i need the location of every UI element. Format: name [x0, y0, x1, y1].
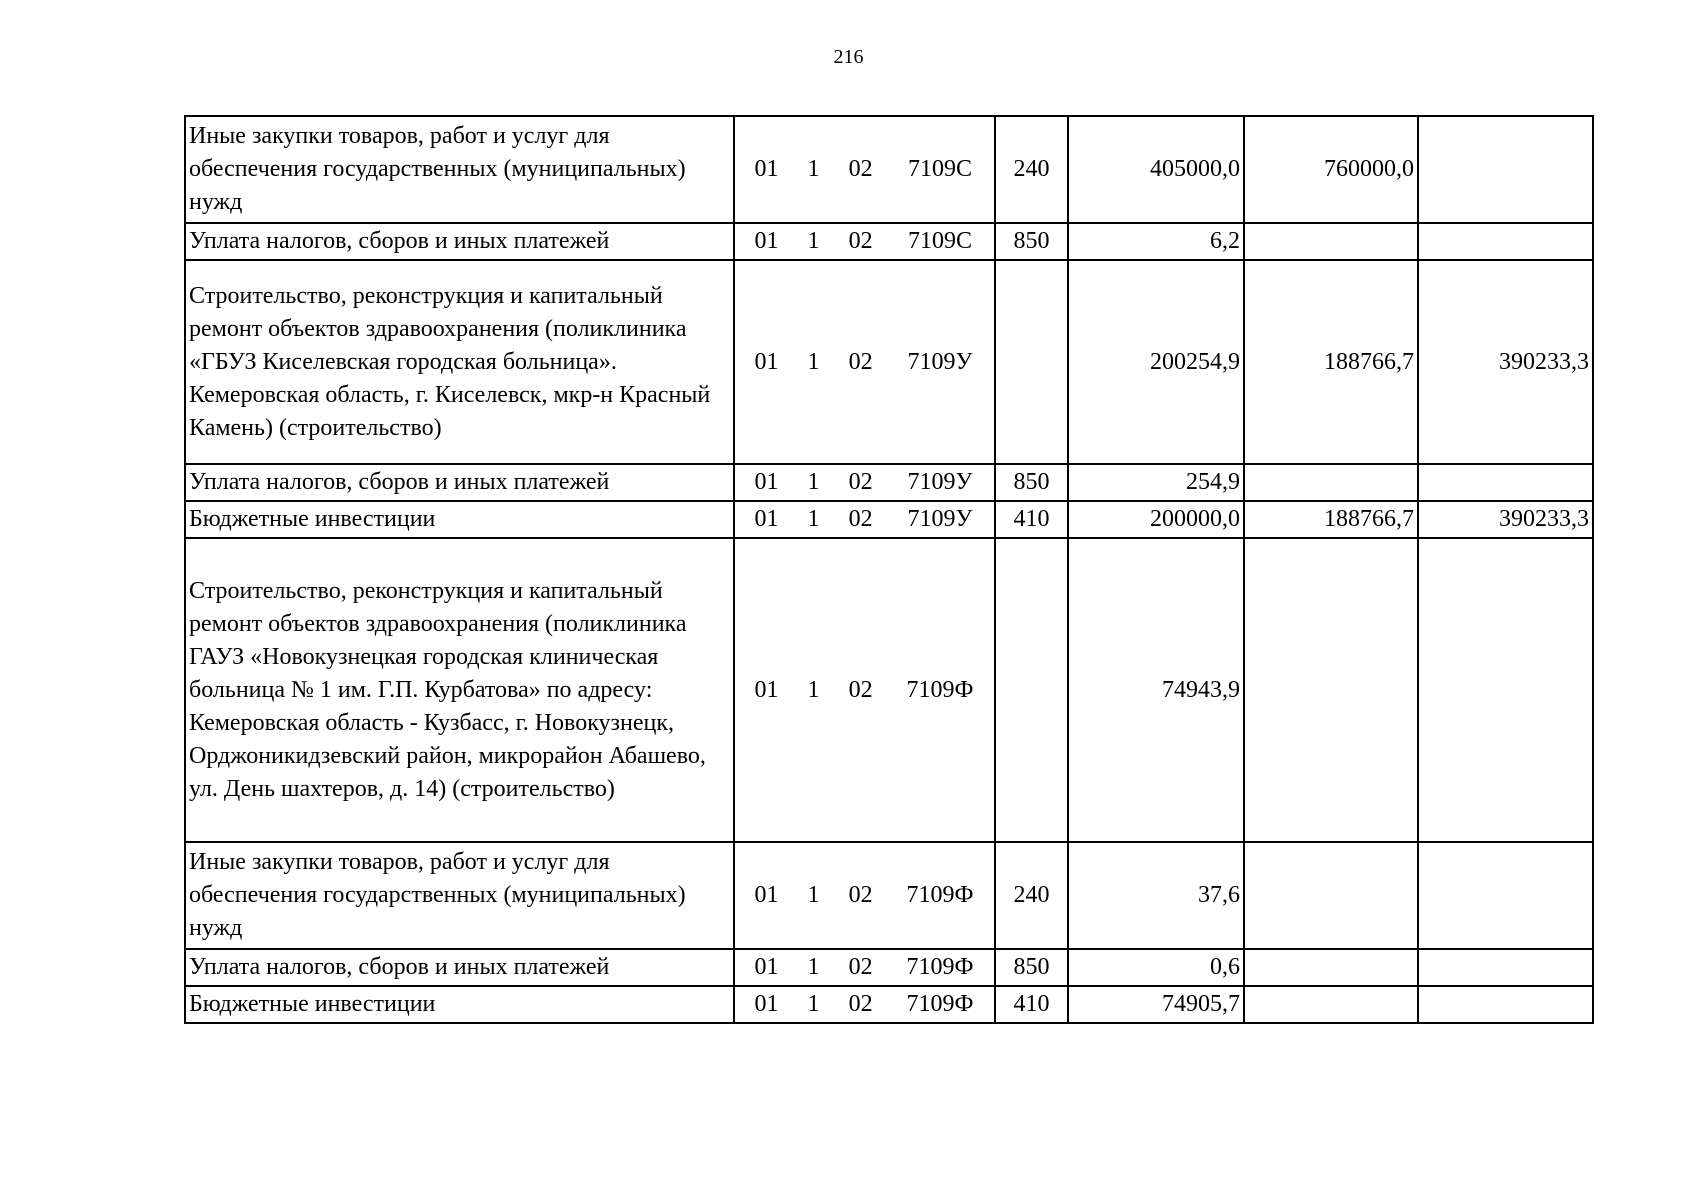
table-row — [185, 986, 1593, 1023]
subprogram-code: 1 — [807, 506, 820, 532]
expense-direction-code: 7109С — [908, 228, 973, 254]
program-code: 01 — [754, 228, 779, 254]
expense-direction-code: 7109Ф — [906, 676, 974, 703]
main-activity-code: 02 — [848, 676, 873, 703]
amount-year-2 — [1244, 842, 1418, 949]
expense-direction-code: 7109Ф — [906, 882, 974, 908]
amount-year-1: 254,9 — [1068, 464, 1244, 501]
row-code-cell — [734, 842, 995, 949]
expense-type-code: 240 — [995, 842, 1068, 949]
subprogram-code: 1 — [807, 156, 820, 182]
subprogram-code: 1 — [807, 954, 820, 980]
expense-type-code: 410 — [995, 986, 1068, 1023]
amount-year-2: 760000,0 — [1244, 116, 1418, 223]
expense-type-code — [995, 260, 1068, 464]
main-activity-code: 02 — [848, 156, 873, 182]
main-activity-code: 02 — [848, 991, 873, 1017]
program-code: 01 — [754, 348, 779, 375]
page-number: 216 — [833, 46, 864, 68]
row-description: Уплата налогов, сборов и иных платежей — [185, 949, 734, 986]
row-code-cell — [734, 538, 995, 842]
amount-year-3 — [1418, 842, 1593, 949]
amount-year-2 — [1244, 538, 1418, 842]
program-code: 01 — [754, 506, 779, 532]
amount-year-2 — [1244, 223, 1418, 260]
amount-year-1: 200000,0 — [1068, 501, 1244, 538]
main-activity-code: 02 — [848, 228, 873, 254]
table-row — [185, 116, 1593, 223]
main-activity-code: 02 — [848, 954, 873, 980]
program-code: 01 — [754, 676, 779, 703]
subprogram-code: 1 — [807, 348, 820, 375]
row-description: Строительство, реконструкция и капитальный ремонт объектов здравоохранения (поликлиника ГАУЗ «Новокузнецкая городская клиническая больница № 1 им. Г.П. Курбатова» по адресу: Кемеровская область - Кузбасс, г. Новокузнецк, Орджоникидзевский район, микрорайон Абашево, ул. День шахтеров, д. 14) (строительство) — [185, 538, 734, 842]
table-row — [185, 501, 1593, 538]
table-row — [185, 260, 1593, 464]
amount-year-1: 74943,9 — [1068, 538, 1244, 842]
expense-type-code: 240 — [995, 116, 1068, 223]
budget-table — [184, 115, 1594, 1024]
amount-year-1: 74905,7 — [1068, 986, 1244, 1023]
amount-year-3 — [1418, 223, 1593, 260]
row-code-cell — [734, 501, 995, 538]
expense-direction-code: 7109С — [908, 156, 973, 182]
subprogram-code: 1 — [807, 676, 820, 703]
amount-year-3 — [1418, 116, 1593, 223]
amount-year-3 — [1418, 538, 1593, 842]
expense-direction-code: 7109Ф — [906, 991, 974, 1017]
amount-year-2: 188766,7 — [1244, 260, 1418, 464]
table-row — [185, 538, 1593, 842]
amount-year-3 — [1418, 464, 1593, 501]
expense-direction-code: 7109У — [907, 348, 973, 375]
expense-type-code: 850 — [995, 464, 1068, 501]
program-code: 01 — [754, 882, 779, 908]
subprogram-code: 1 — [807, 469, 820, 495]
amount-year-3: 390233,3 — [1418, 260, 1593, 464]
table-row — [185, 464, 1593, 501]
row-code-cell — [734, 949, 995, 986]
expense-type-code: 410 — [995, 501, 1068, 538]
program-code: 01 — [754, 469, 779, 495]
main-activity-code: 02 — [848, 882, 873, 908]
main-activity-code: 02 — [848, 348, 873, 375]
amount-year-1: 37,6 — [1068, 842, 1244, 949]
amount-year-2 — [1244, 464, 1418, 501]
row-description: Иные закупки товаров, работ и услуг для обеспечения государственных (муниципальных) нужд — [185, 116, 734, 223]
amount-year-1: 6,2 — [1068, 223, 1244, 260]
main-activity-code: 02 — [848, 506, 873, 532]
expense-direction-code: 7109У — [907, 469, 973, 495]
table-row — [185, 223, 1593, 260]
amount-year-1: 200254,9 — [1068, 260, 1244, 464]
subprogram-code: 1 — [807, 882, 820, 908]
expense-type-code: 850 — [995, 223, 1068, 260]
row-description: Уплата налогов, сборов и иных платежей — [185, 464, 734, 501]
amount-year-2 — [1244, 949, 1418, 986]
amount-year-1: 405000,0 — [1068, 116, 1244, 223]
amount-year-2: 188766,7 — [1244, 501, 1418, 538]
table-row — [185, 949, 1593, 986]
expense-type-code — [995, 538, 1068, 842]
amount-year-3 — [1418, 949, 1593, 986]
row-description: Строительство, реконструкция и капитальный ремонт объектов здравоохранения (поликлиника «ГБУЗ Киселевская городская больница». Кемеровская область, г. Киселевск, мкр-н Красный Камень) (строительство) — [185, 260, 734, 464]
row-description: Бюджетные инвестиции — [185, 501, 734, 538]
program-code: 01 — [754, 954, 779, 980]
expense-direction-code: 7109У — [907, 506, 973, 532]
table-row — [185, 842, 1593, 949]
program-code: 01 — [754, 991, 779, 1017]
subprogram-code: 1 — [807, 228, 820, 254]
amount-year-2 — [1244, 986, 1418, 1023]
row-code-cell — [734, 223, 995, 260]
expense-type-code: 850 — [995, 949, 1068, 986]
expense-direction-code: 7109Ф — [906, 954, 974, 980]
main-activity-code: 02 — [848, 469, 873, 495]
row-code-cell — [734, 260, 995, 464]
row-code-cell — [734, 116, 995, 223]
row-code-cell — [734, 986, 995, 1023]
row-description: Бюджетные инвестиции — [185, 986, 734, 1023]
program-code: 01 — [754, 156, 779, 182]
amount-year-1: 0,6 — [1068, 949, 1244, 986]
row-description: Уплата налогов, сборов и иных платежей — [185, 223, 734, 260]
row-code-cell — [734, 464, 995, 501]
amount-year-3: 390233,3 — [1418, 501, 1593, 538]
amount-year-3 — [1418, 986, 1593, 1023]
row-description: Иные закупки товаров, работ и услуг для обеспечения государственных (муниципальных) нужд — [185, 842, 734, 949]
subprogram-code: 1 — [807, 991, 820, 1017]
